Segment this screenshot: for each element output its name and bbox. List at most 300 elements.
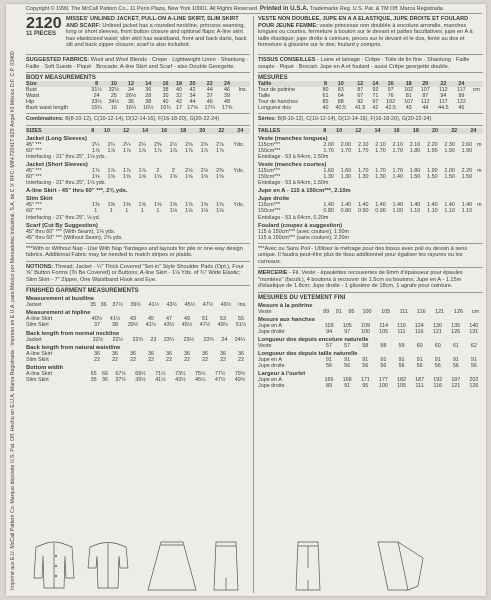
finished-value: 47½ [202, 302, 214, 309]
description-fr-title: VESTE NON DOUBLEE, JUPE EN A A ELASTIQUE, JUPE DROITE ET FOULARD POUR JEUNE FEMME: [258, 16, 469, 29]
finished-value: 58 [380, 343, 387, 350]
finished-value: 116 [433, 383, 442, 390]
finished-label: A-line Skirt [26, 350, 53, 357]
row-value [470, 105, 483, 111]
finished-value: 22 [112, 356, 118, 363]
row-value: 36 [145, 87, 152, 94]
finished-group-title: Mesure aux hanches [258, 316, 316, 323]
finished-label: Slim Skirt [26, 376, 49, 383]
finished-label: Slim Skirt [26, 322, 49, 329]
yardage-value: 2⅛ [200, 168, 209, 175]
row-value: 122 [456, 99, 466, 106]
finished-label: Jupe droite [258, 363, 285, 370]
yardage-value: 1.70 [392, 147, 404, 154]
finished-value: 39½ [127, 322, 139, 329]
size-value: 12 [355, 127, 362, 134]
yardage-value: m [477, 202, 482, 209]
row-value: 102 [404, 87, 414, 94]
yardage-value: 1⅝ [185, 174, 193, 181]
finished-value: 66 [102, 370, 109, 377]
finished-value: 126 [451, 328, 461, 335]
finished-value: 91 [380, 357, 387, 364]
body-measurements-en-title: BODY MEASUREMENTS [26, 75, 96, 81]
yardage-value: Yds. [233, 168, 245, 175]
combinations-fr-text: B(8-10-12), C(10-12-14), D(12-14-16), F(16-18-20), G(20-22-24) [277, 116, 432, 123]
row-value: 16 [162, 81, 169, 87]
yardage-value: 1 [125, 208, 129, 215]
finished-value: 56 [434, 363, 441, 370]
finished-value: 58 [362, 343, 369, 350]
row-value: 10 [337, 81, 344, 87]
row-value: 22 [206, 81, 213, 87]
finished-value: 36 [238, 350, 244, 357]
finished-value: 111 [399, 308, 408, 315]
finished-value: 22¾ [132, 336, 143, 343]
finished-value: 43 [130, 316, 136, 323]
row-value: 34½ [108, 99, 120, 106]
yardage-value: 1⅞ [216, 147, 224, 154]
row-value [236, 105, 250, 111]
finished-value: 75½ [194, 370, 206, 377]
finished-label: Jacket [26, 336, 42, 343]
yardage-value: 1.40 [444, 202, 455, 209]
yardage-value: 1⅝ [216, 174, 224, 181]
finished-value: 36 [130, 350, 136, 357]
finished-value: 22½ [112, 336, 124, 343]
size-value: 12 [123, 127, 130, 134]
finished-value: 49½ [220, 302, 232, 309]
finished-value: 60 [434, 343, 441, 350]
yardage-value: 1⅝ [138, 202, 147, 209]
jacket-back-illustration [88, 543, 128, 589]
yardage-value: 1⅜ [92, 202, 100, 209]
yardage-value: 1.10 [444, 208, 455, 215]
yardage-value: Yds. [233, 202, 245, 209]
garment-title: Scarf (Cut By Suggestion) [26, 222, 98, 229]
finished-value: 130 [432, 322, 442, 329]
finished-value: 187 [415, 377, 425, 384]
yardage-value: 1⅞ [185, 147, 193, 154]
row-value: 16 [387, 81, 394, 87]
finished-value: 36 [220, 350, 226, 357]
yardage-value: Yds. [233, 141, 245, 148]
row-value: 97 [387, 87, 394, 94]
row-value: 20 [189, 81, 196, 87]
finished-value: 36 [112, 350, 118, 357]
yardage-value: 1⅞ [154, 147, 162, 154]
finished-group-title: Measurement at hipline [26, 310, 91, 317]
finished-value: 126 [453, 308, 463, 315]
combinations-en-text: B(8-10-12), C(10-12-14), D(12-14-16), F(16-18-20), G(20-22-24) [65, 116, 219, 123]
yardage-label: Interfacing - 21" thru 25", 1⅛ yds. [26, 153, 106, 160]
finished-value: 67½ [115, 370, 126, 377]
row-value: 42 [176, 99, 183, 106]
size-value: 16 [393, 127, 400, 134]
yardage-value: 2.20 [461, 168, 473, 175]
pattern-heading [26, 16, 250, 52]
yardage-value: 1.70 [357, 147, 369, 154]
finished-value: 45½ [184, 302, 196, 309]
fabrics-en-title: SUGGESTED FABRICS: [26, 57, 90, 63]
yardage-fr-sizes [258, 128, 483, 134]
row-label: Tour de poitrine [258, 87, 296, 94]
finished-label: Jupe droite [258, 328, 285, 335]
pattern-envelope-back [6, 4, 486, 596]
yardage-label: 45" *** [26, 168, 42, 175]
finished-row [258, 363, 483, 369]
notions-en [26, 261, 250, 284]
row-value: 17 [176, 105, 183, 112]
size-value: 16 [161, 127, 168, 134]
size-value: 10 [104, 127, 111, 134]
yardage-value: 2⅝ [185, 141, 193, 148]
row-value: 18 [176, 81, 183, 87]
finished-value: 79½ [234, 370, 246, 377]
yardage-row [26, 215, 250, 221]
english-column [26, 16, 250, 593]
description-en-text: Unlined jacket has a rounded neckline, princess seaming, long or short sleeves, front button closure and optional flaps; A-line skirt has elasticized waist; slim skirt has waistband, front and back darts, back slit and back zipper closure; scarf is also included. [66, 22, 247, 49]
row-label: Taille [258, 81, 272, 87]
row-value: 107 [404, 99, 414, 106]
garment-table [26, 202, 250, 220]
finished-value: 22 [130, 356, 136, 363]
finished-value: 56 [344, 363, 351, 370]
finished-value: 65 [90, 370, 97, 377]
finished-value: 71½ [155, 370, 166, 377]
row-label: Bust [26, 87, 37, 94]
finished-row [26, 302, 250, 308]
yardage-value: 0.90 [357, 208, 369, 215]
yardage-value: 1⅝ [169, 202, 178, 209]
finished-value: 182 [396, 377, 406, 384]
finished-value: 43½ [163, 322, 175, 329]
row-value: 71 [372, 93, 379, 100]
row-value: 44 [422, 105, 429, 112]
yardage-value: 1.10 [409, 208, 421, 215]
row-value: 28 [145, 93, 152, 100]
yardage-en-garments [26, 136, 250, 241]
finished-row [26, 337, 250, 343]
yardage-value: 1 [156, 208, 160, 215]
finished-value: 135 [451, 322, 461, 329]
finished-value: 100 [378, 383, 388, 390]
yardage-value: 2¼ [138, 141, 147, 148]
finished-value: 114 [379, 322, 388, 329]
finished-value: 100 [360, 328, 370, 335]
row-value: 8 [324, 81, 328, 87]
yardage-label: 60" *** [26, 174, 42, 181]
yardage-value: 1.00 [392, 208, 404, 215]
finished-value: 36 [166, 350, 172, 357]
finished-value: 36 [202, 350, 208, 357]
row-value: 88 [337, 99, 344, 106]
yardage-value: 1 [109, 208, 113, 215]
side-legal-text: Imprimé aux E.U. McCall Pattern Co. Marque déposée U.S. Pat. Off. Hecho en E.U.A. Marca Registrada · Impreso en E.U.A. para México por Mercadotec Industrial, S.A. de C.V. RFC: MIN-720417-9Z9 Ángel #3 México D.F. C.P. 03400 [10, 51, 16, 590]
yardage-value: 1⅞ [92, 147, 100, 154]
yardage-label: Interfacing - 21" thru 25", ⅛ yd. [26, 214, 101, 221]
garment-title: Jupe en A - 115 à 150cm***, 2.10m [258, 188, 351, 195]
yardage-value: 1.40 [375, 202, 386, 209]
yardage-value: 2.00 [323, 141, 334, 148]
finished-value: 22 [148, 356, 154, 363]
finished-row [26, 377, 250, 383]
yardage-row [258, 235, 483, 241]
finished-value: 22 [238, 356, 244, 363]
notions-en-title: NOTIONS: [26, 263, 54, 270]
yardage-value: 1.30 [323, 174, 334, 181]
finished-group-title: Back length from natural waistline [26, 344, 121, 351]
yardage-value: 1.70 [375, 168, 386, 175]
finished-row [258, 383, 483, 389]
finished-value: 91 [398, 357, 405, 364]
finished-value: 202 [469, 377, 479, 384]
garment-title: Jupe droite [258, 196, 290, 203]
yardage-value: 1⅝ [200, 202, 209, 209]
row-value: 38 [162, 87, 169, 94]
row-value: 43 [405, 105, 412, 112]
finished-value: 91 [470, 357, 477, 364]
row-value: 83 [337, 87, 344, 94]
row-value: 12 [357, 81, 364, 87]
finished-value: 47½ [199, 322, 211, 329]
finished-value: 111 [415, 383, 424, 390]
finished-value: 23 [150, 336, 157, 343]
yardage-value: 1⅞ [123, 168, 131, 175]
yardage-value: 2.60 [461, 141, 473, 148]
finished-value: 45 [148, 316, 154, 323]
yardage-label: Entoilage - 53 à 64cm, 0.20m [258, 214, 329, 221]
finished-label: Slim Skirt [26, 356, 49, 363]
yardage-label: Entoilage - 53 à 64cm, 1.50m [258, 153, 329, 160]
yardage-value: 1.40 [427, 202, 438, 209]
finished-value: 124 [414, 322, 424, 329]
finished-measurements-en [26, 285, 250, 383]
yardage-value: 2⅞ [216, 141, 224, 148]
finished-value: 131 [469, 328, 479, 335]
yardage-value: 1.50 [409, 174, 421, 181]
finished-value: 41½ [145, 322, 157, 329]
finished-value: 36 [102, 376, 109, 383]
finished-group-title: Longueur dos depuis encolure naturelle [258, 337, 369, 344]
finished-row [258, 329, 483, 335]
garment-table [26, 142, 250, 160]
finished-value: 109 [360, 322, 370, 329]
finished-row [26, 357, 250, 363]
row-value: 37 [206, 93, 213, 100]
garment-table [258, 202, 483, 220]
row-label: Taille [258, 93, 271, 100]
finished-value: 35 [90, 376, 97, 383]
row-value: 34 [189, 93, 196, 100]
yardage-value: 1.10 [461, 208, 473, 215]
yardage-value: 1⅝ [154, 202, 162, 209]
yardage-value: 1.40 [392, 202, 404, 209]
size-label: TAILLES [258, 127, 281, 134]
finished-value: 53 [220, 316, 226, 323]
finished-value: 91 [434, 357, 441, 364]
finished-value: 24¼ [234, 336, 246, 343]
row-label: Hip [26, 99, 35, 106]
trademark-text: Trademarks Reg. U.S. Pat. & TM Off. Marca Registrada [309, 6, 443, 12]
row-value: 46 [206, 99, 213, 106]
measurement-row [26, 105, 250, 111]
yardage-label: 115 à 150cm*** (avec couture), 1.50m [258, 228, 349, 235]
row-value: 16 [110, 105, 117, 112]
garment-table [26, 229, 250, 241]
finished-value: 43½ [175, 376, 186, 383]
yardage-value: 2⅜ [154, 141, 162, 148]
finished-value: 35 [90, 302, 97, 309]
yardage-value: 1⅝ [138, 174, 147, 181]
row-value: 87 [422, 93, 429, 100]
finished-value: 61 [452, 343, 459, 350]
row-value: 10 [110, 81, 117, 87]
finished-value: 39½ [135, 376, 146, 383]
finished-value: 41½ [109, 316, 121, 323]
finished-value: 41½ [155, 376, 166, 383]
yardage-value: 2¼ [123, 141, 131, 148]
combinations-fr-label: Séries: [258, 116, 276, 123]
finished-value: 56 [380, 363, 387, 370]
finished-value: 47 [166, 316, 172, 323]
yardage-value: 1.30 [340, 174, 352, 181]
notions-en-text: Thread; Jacket - ¼" Thick Covered "Set-in" Style Shoulder Pads (Opt.), Four ⅝" Button Forms (To Be Covered) or Buttons; A-line Skirt - 1⅛ Yds. of ¾" Wide Elastic; Slim Skirt - 7" Zipper, One Waistband Hook and Eye. [26, 263, 244, 283]
row-value: 42.5 [385, 105, 396, 112]
yardage-value: 1⅞ [107, 147, 116, 154]
finished-value: 121 [435, 308, 445, 315]
finished-value: 91 [362, 357, 369, 364]
finished-value: 37½ [112, 302, 123, 309]
yardage-value: 1.40 [357, 202, 369, 209]
finished-value: 43½ [166, 302, 178, 309]
yardage-value: 2.10 [409, 141, 421, 148]
row-value: 16¼ [125, 105, 137, 112]
yardage-value: 1.10 [427, 208, 438, 215]
row-value: 40 [322, 105, 329, 112]
row-value: 24 [458, 81, 465, 87]
row-label: Size [26, 81, 37, 87]
yardage-value: 1.40 [392, 174, 404, 181]
finished-label: Jupe en A [258, 377, 282, 384]
finished-value: 23¼ [163, 336, 175, 343]
row-value: 81 [405, 93, 412, 100]
yardage-value: 1.80 [409, 168, 421, 175]
description-fr-text: veste princesse non doublée à encolure arrondie, manches longues ou courtes, fermeture à bouton sur le devant et pattes facultatives; jupe en A à taille élastique; jupe droite à ceinture, pinces sur le devant et le dos, fente au dos et fermeture à glissière sur le dos; foulard y compris. [258, 22, 473, 49]
finished-value: 51 [202, 316, 208, 323]
finished-value: 77½ [214, 370, 226, 377]
yardage-value: 1.70 [375, 147, 386, 154]
finished-value: 97 [344, 328, 351, 335]
row-value: 92 [357, 99, 364, 106]
size-value: 22 [451, 127, 458, 134]
yardage-value: 1.90 [444, 147, 455, 154]
finished-value: 60 [416, 343, 423, 350]
finished-value: 37½ [115, 376, 126, 383]
finished-value: 91 [416, 357, 423, 364]
row-value: 44 [206, 87, 213, 94]
finished-value: 105 [379, 328, 389, 335]
finished-value: 192 [433, 377, 443, 384]
size-value: 20 [199, 127, 206, 134]
description-fr [258, 16, 483, 52]
finished-table [26, 337, 250, 343]
row-value: 30 [162, 93, 169, 100]
size-value: 18 [412, 127, 419, 134]
copyright-text: Copyright © 1999, The McCall Pattern Co., 11 Penn Plaza, New York 10001. All Rights Reserved. [26, 6, 259, 12]
finished-value: 168 [342, 377, 352, 384]
yardage-value: 1.70 [392, 168, 404, 175]
printed-text: Printed in U.S.A. [259, 5, 309, 12]
row-value: 14 [145, 81, 152, 87]
finished-value: 37 [94, 322, 100, 329]
yardage-value: 1⅞ [107, 168, 116, 175]
yardage-value: 1⅞ [92, 168, 100, 175]
finished-group-title: Longueur dos depuis taille naturelle [258, 351, 358, 358]
size-value: 8 [323, 127, 327, 134]
yardage-row [26, 154, 250, 160]
body-measurements-fr [258, 72, 483, 111]
row-value: 33½ [91, 99, 102, 106]
row-value: cm [472, 87, 480, 94]
yardage-row [258, 180, 483, 186]
yardage-value: 2⅛ [185, 168, 193, 175]
yardage-label: 45" *** [26, 202, 42, 209]
row-value: 102 [386, 99, 396, 106]
yardage-value: 2 [156, 168, 160, 175]
yardage-value: 1⅞ [169, 147, 178, 154]
row-value: 85 [322, 99, 329, 106]
finished-value: 49½ [217, 322, 229, 329]
finished-value: 56 [470, 363, 477, 370]
fabrics-en-text: Wool and Wool Blends · Crepe · Lightweight Linen · Shantung · Faille · Soft Suede · Piqué · Brocade; A-line Skirt and Scarf - also Double Georgette. [26, 57, 249, 70]
finished-table [258, 309, 483, 315]
yardage-label: 45" *** [26, 141, 42, 148]
row-value: 20 [422, 81, 429, 87]
size-row [26, 128, 250, 134]
yardage-value: 1.40 [323, 202, 334, 209]
finished-value: 89 [326, 383, 333, 390]
garment-illustrations-right [258, 538, 483, 593]
yardage-value: 2¼ [107, 141, 116, 148]
row-value: 92 [372, 87, 379, 94]
finished-table [26, 351, 250, 363]
yardage-value: 1⅞ [123, 147, 131, 154]
yardage-value: 1.30 [375, 174, 386, 181]
yardage-label: 60" *** [26, 147, 42, 154]
aline-skirt-illustration [148, 542, 196, 590]
row-value: 42 [189, 87, 196, 94]
yardage-value: m [477, 141, 482, 148]
finished-label: A-line Skirt [26, 370, 53, 377]
yardage-value: 0.90 [375, 208, 386, 215]
row-value: 117 [457, 87, 466, 94]
fabrics-fr-title: TISSUS CONSEILLES [258, 57, 316, 63]
finished-value: 105 [342, 322, 352, 329]
finished-group-title: Bottom width [26, 364, 64, 371]
yardage-value: 2.10 [357, 141, 369, 148]
yardage-value: 1 [94, 208, 98, 215]
row-value: 46 [223, 87, 230, 94]
finished-value: 36 [148, 350, 154, 357]
size-value: 24 [237, 127, 244, 134]
finished-table [26, 302, 250, 308]
finished-value: 73½ [175, 370, 186, 377]
finished-value: 36 [184, 350, 190, 357]
finished-value: 55 [238, 316, 244, 323]
row-value: 42 [372, 105, 379, 112]
finished-fr-groups [258, 303, 483, 390]
size-value: 10 [336, 127, 343, 134]
